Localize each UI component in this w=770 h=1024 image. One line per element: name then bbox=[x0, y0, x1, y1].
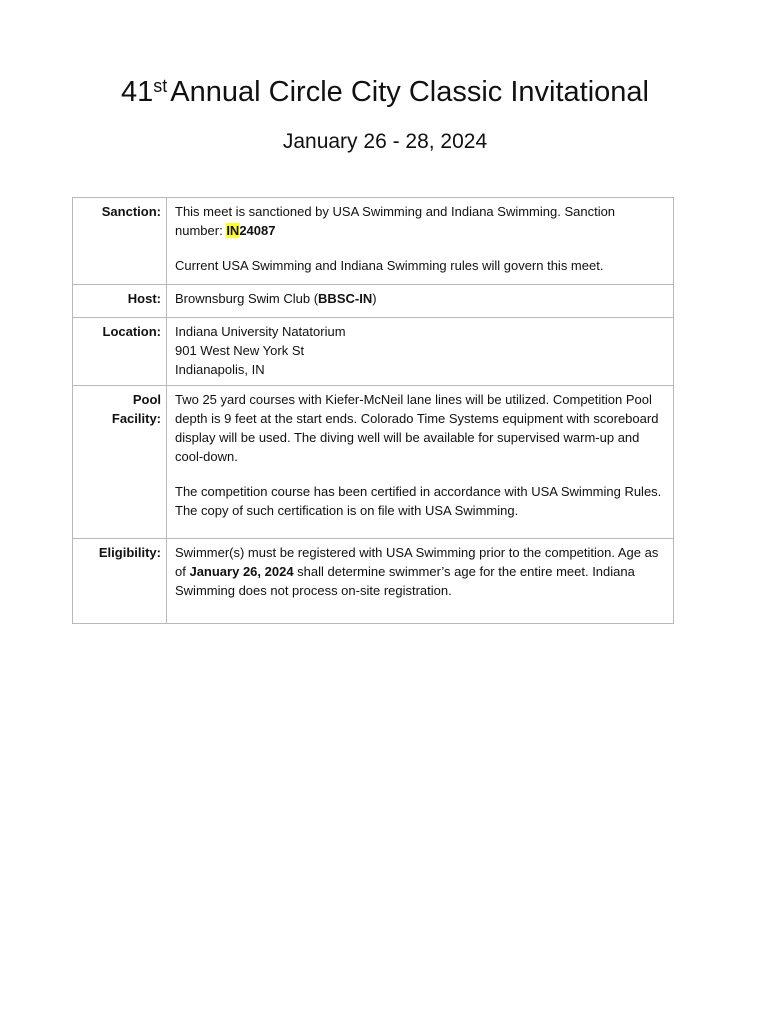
eligibility-label: Eligibility: bbox=[73, 539, 167, 624]
eligibility-age-date: January 26, 2024 bbox=[189, 564, 294, 579]
page-title bbox=[0, 74, 770, 113]
table-row-sanction bbox=[73, 198, 674, 285]
sanction-number-rest: 24087 bbox=[239, 223, 276, 238]
host-close-paren: ) bbox=[372, 291, 377, 306]
pool-facility-content bbox=[167, 386, 674, 539]
sanction-description: This meet is sanctioned by USA Swimming and Indiana Swimming. Sanction number: bbox=[175, 204, 616, 238]
location-street: 901 West New York St bbox=[175, 343, 305, 358]
location-label: Location: bbox=[73, 318, 167, 386]
title-text: Annual Circle City Classic Invitational bbox=[170, 76, 649, 108]
host-label: Host: bbox=[73, 285, 167, 318]
title-number: 41 bbox=[121, 76, 154, 108]
sanction-content bbox=[167, 198, 674, 285]
host-content bbox=[167, 285, 674, 318]
eligibility-content bbox=[167, 539, 674, 624]
sanction-number bbox=[226, 223, 275, 238]
pool-facility-label bbox=[73, 386, 167, 539]
location-city: Indianapolis, IN bbox=[175, 362, 265, 377]
table-row-location bbox=[73, 318, 674, 386]
pool-label-line1: Pool bbox=[132, 392, 161, 407]
pool-label-line2: Facility: bbox=[111, 411, 161, 426]
table-row-pool-facility bbox=[73, 386, 674, 539]
location-content bbox=[167, 318, 674, 386]
sanction-label: Sanction: bbox=[73, 198, 167, 285]
host-text bbox=[175, 289, 665, 308]
meet-dates: January 26 - 28, 2024 bbox=[282, 130, 488, 153]
location-venue: Indiana University Natatorium bbox=[175, 324, 346, 339]
sanction-text bbox=[175, 202, 665, 240]
eligibility-text-before: Swimmer(s) must be registered with USA Swimming prior to the competition. Age as of bbox=[175, 545, 659, 579]
eligibility-text bbox=[175, 543, 665, 600]
host-code: BBSC-IN bbox=[318, 291, 373, 306]
meet-info-table bbox=[72, 197, 674, 624]
table-row-eligibility bbox=[73, 539, 674, 624]
eligibility-text-after: shall determine swimmer’s age for the entire meet. Indiana Swimming does not process on-site registration. bbox=[175, 564, 635, 598]
title-ordinal-suffix: st bbox=[153, 76, 168, 96]
host-name: Brownsburg Swim Club ( bbox=[175, 291, 319, 306]
pool-certification: The competition course has been certified in accordance with USA Swimming Rules. The copy of such certification is on file with USA Swimming. bbox=[175, 484, 662, 518]
pool-description: Two 25 yard courses with Kiefer-McNeil lane lines will be utilized. Competition Pool depth is 9 feet at the start ends. Colorado Time Systems equipment with scoreboard display will be used. The diving well will be available for supervised warm-up and cool-down. bbox=[175, 392, 659, 464]
table-row-host bbox=[73, 285, 674, 318]
sanction-number-highlight: IN bbox=[226, 223, 240, 238]
sanction-rules: Current USA Swimming and Indiana Swimming rules will govern this meet. bbox=[175, 258, 604, 273]
